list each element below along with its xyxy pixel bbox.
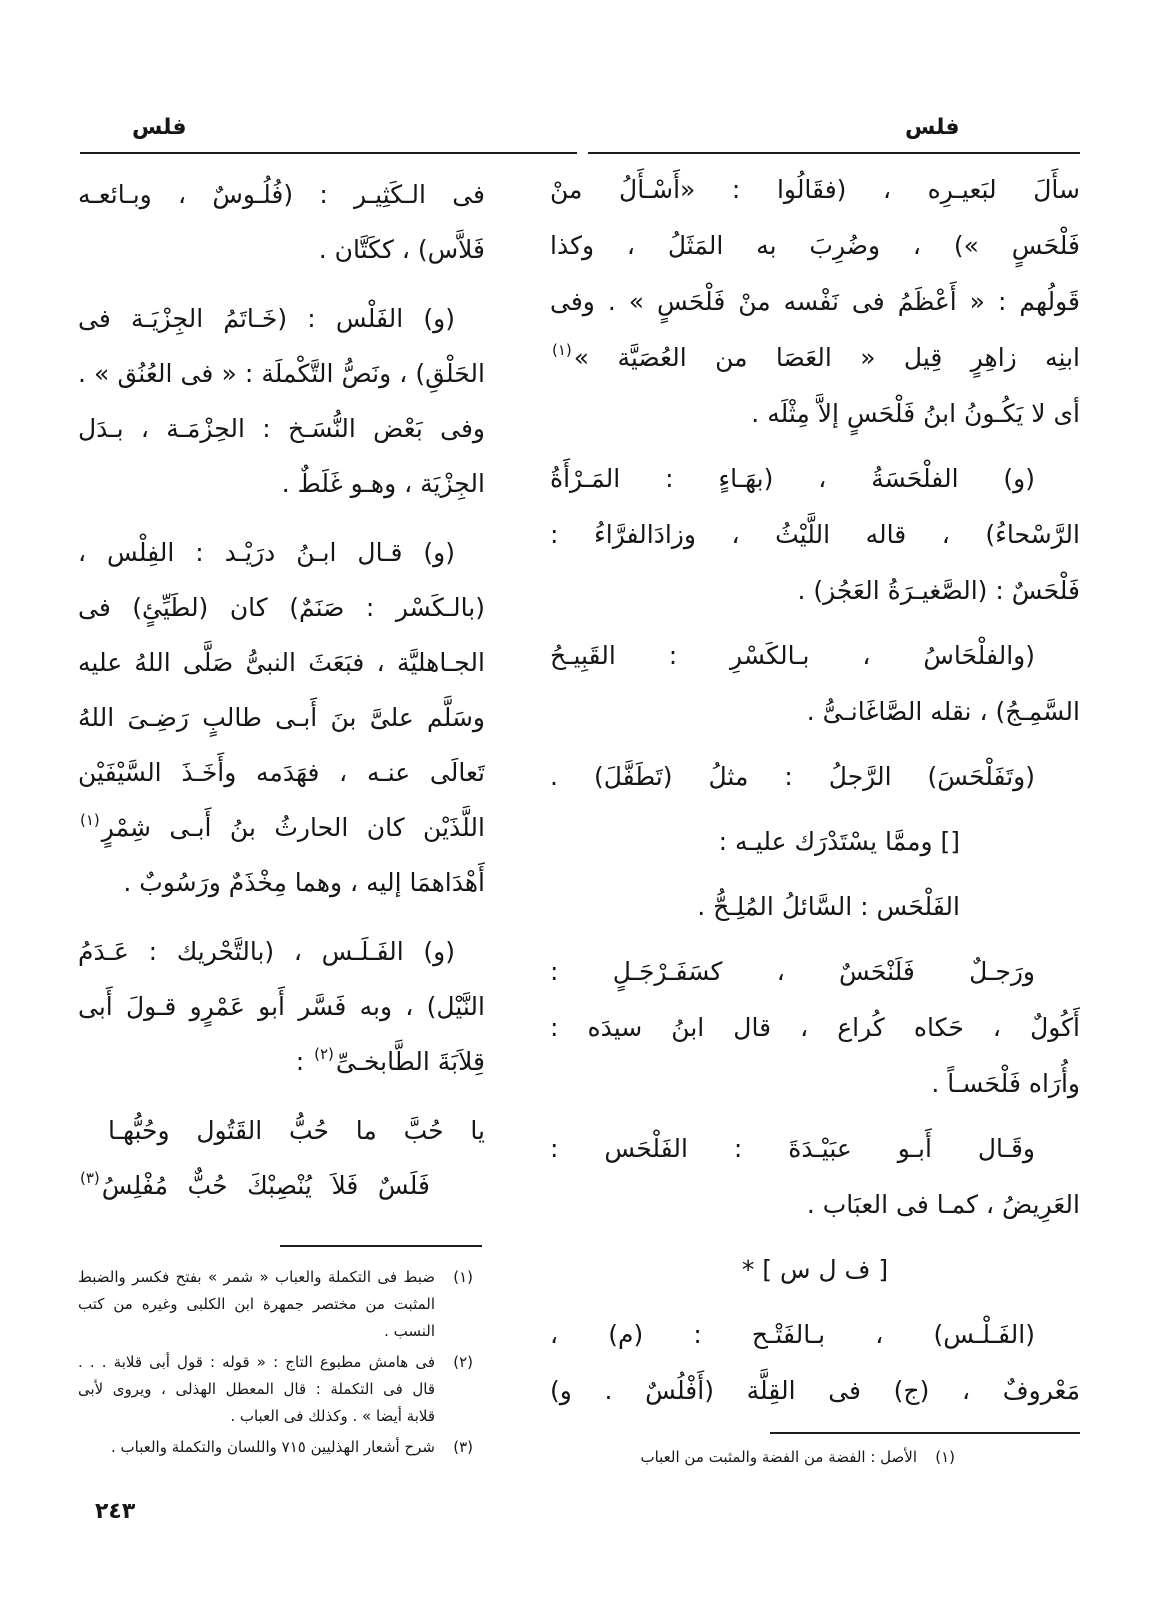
text-line: وفى بَعْض النُّسَـخ : الحِزْمَـة ، بـدَل <box>78 414 485 443</box>
text-line: الفَلْحَس : السَّائلُ المُلِـحُّ . <box>697 892 960 921</box>
footnote-line: الأصل : الفضة من الفضة والمثبت من العباب <box>640 1448 917 1466</box>
text-line: أَهْدَاهمَا إليه ، وهما مِخْذَمٌ ورَسُوبٌ . <box>123 868 485 897</box>
text-line: فَلْحَسٌ : (الصَّغيـرَةُ العَجُز) . <box>797 576 1080 605</box>
text-run: اللَّذَيْن كان الحارثُ بنُ أَبـى شِمْرٍ <box>101 813 485 842</box>
footnote-text <box>78 1349 435 1430</box>
text-line: (والفلْحَاسُ ، بـالكَسْرِ : القَبِيـحُ <box>550 641 1035 670</box>
text-run: ابنِه زاهِرٍ قِيل « العَصَا من العُصَيَّة » <box>573 343 1080 372</box>
footnote-number: (٢) <box>453 1353 473 1371</box>
text-run: فَلَسٌ فَلاَ يُنْصِبْكَ حُبٌّ مُفْلِسُ <box>101 1171 430 1200</box>
footnote-text <box>78 1434 435 1461</box>
footnote-number: (١) <box>453 1268 473 1286</box>
header-rule-left <box>80 152 577 154</box>
footnote-line: النسب . <box>384 1322 435 1340</box>
text-line: الرَّسْحاءُ) ، قاله اللَّيْثُ ، وزادَالفرَّاءُ : <box>550 520 1080 549</box>
verse-line: يا حُبَّ ما حُبُّ القَتُول وحُبُّهـا <box>108 1116 485 1145</box>
text-line <box>78 800 485 855</box>
text-line: الجِزْيَة ، وهـو غَلَطٌ . <box>281 469 485 498</box>
footnote-marker: (١) <box>80 811 100 829</box>
footnote-rule-left <box>280 1245 482 1247</box>
text-line: وسَلَّم علىَّ بنَ أَبـى طالبٍ رَضِـىَ اللهُ <box>78 703 485 732</box>
entry-heading: [ ف ل س ] * <box>741 1255 889 1284</box>
running-head-left: فلس <box>132 115 187 140</box>
footnote-text <box>78 1264 435 1345</box>
left-column <box>78 167 485 1213</box>
text-run: قِلاَبَةَ الطَّابخـىِّ <box>335 1047 485 1076</box>
text-line: الجـاهليَّة ، فبَعَثَ النبىُّ صَلَّى اللهُ عليه <box>78 648 485 677</box>
footnote-line: قال فى التكملة : قال المعطل الهذلى ، ويروى لأبى <box>78 1380 435 1398</box>
text-line: العَرِيضُ ، كمـا فى العبَاب . <box>806 1190 1080 1219</box>
footnote-marker: (١) <box>552 341 572 359</box>
footnote-line: المثبت من مختصر جمهرة ابن الكلبى وغيره من كتب <box>78 1295 435 1313</box>
footnote-marker: (٣) <box>80 1169 100 1187</box>
footnote <box>78 1264 473 1345</box>
text-line: (و) قـال ابـنُ درَيْـد : الفِلْس ، <box>78 538 455 567</box>
text-line <box>550 330 1080 386</box>
text-line: النَّيْل) ، وبه فَسَّر أَبو عَمْرٍو قـولَ أَبى <box>78 992 485 1021</box>
text-line: (وتَفَلْحَسَ) الرَّجلُ : مثلُ (تَطَفَّلَ) . <box>550 762 1035 791</box>
text-line: أَكُولٌ ، حَكاه كُراع ، قال ابنُ سيدَه : <box>550 1013 1080 1042</box>
text-line: أى لا يَكُـونُ ابنُ فَلْحَسٍ إلاَّ مِثْلَه . <box>751 399 1080 428</box>
footnotes-left <box>78 1264 473 1461</box>
text-line: وأُرَاه فَلْحَسـاً . <box>931 1069 1080 1098</box>
page-number: ٢٤٣ <box>95 1499 136 1524</box>
text-line: سأَلَ لبَعيـرِه ، (فقَالُوا : «أَسْـأَلُ منْ <box>550 175 1080 204</box>
footnote-line: فى هامش مطبوع التاج : « قوله : قول أبى قلابة . . . <box>78 1353 435 1371</box>
header-rule-right <box>588 152 1080 154</box>
verse-line <box>78 1158 485 1213</box>
text-line: (بالـكَسْر : صَنَمٌ) كان (لطَيِّئٍ) فى <box>78 593 485 622</box>
right-column <box>550 162 1080 1419</box>
text-line: [] وممَّا يسْتَدْرَك عليـه : <box>718 827 960 856</box>
text-line: السَّمِـجُ) ، نقله الصَّاغَانـىُّ . <box>806 697 1080 726</box>
text-line: مَعْروفٌ ، (ج) فى القِلَّة (أَفْلُسٌ . و) <box>550 1376 1080 1405</box>
text-line: قَولُهم : « أَعْظَمُ فى نَفْسه منْ فَلْحَسٍ » . وفى <box>550 287 1080 316</box>
footnote <box>78 1349 473 1430</box>
text-line: تَعالَى عنـه ، فهَدَمه وأَخَـذَ السَّيْفَيْن <box>78 758 485 787</box>
text-line: فَلْحَسٍ ») ، وضُرِبَ به المَثَلُ ، وكذا <box>550 231 1080 260</box>
text-line <box>78 1034 485 1089</box>
text-line: وقَـال أَبـو عبَيْـدَةَ : الفَلْحَس : <box>550 1134 1035 1163</box>
footnote-line: قلابة أيضا » . وكذلك فى العباب . <box>230 1407 435 1425</box>
text-line: (و) الفَلْس : (خَـاتَمُ الجِزْيَـة فى <box>78 304 455 333</box>
footnote-line: ضبط فى التكملة والعباب « شمر » بفتح فكسر والضبط <box>78 1268 435 1286</box>
footnote <box>78 1434 473 1461</box>
text-run: : <box>295 1047 305 1076</box>
footnote-marker: (٢) <box>314 1045 334 1063</box>
footnotes-right <box>550 1444 1080 1471</box>
text-line: (و) الفَـلَـس ، (بالتَّحْريك : عَـدَمُ <box>78 937 455 966</box>
footnote-number: (٣) <box>453 1438 473 1456</box>
running-head-right: فلس <box>905 115 960 140</box>
text-line: فى الـكَثِيـر : (فُلُـوسٌ ، وبـائعـه <box>78 180 485 209</box>
footnote-text <box>550 1444 917 1471</box>
text-line: الحَلْقِ) ، ونَصُّ التَّكْملَة : « فى العُنُق » . <box>78 359 485 388</box>
footnote-rule-right <box>770 1432 1080 1434</box>
text-line: (و) الفلْحَسَةُ ، (بهَـاءٍ : المَـرْأَةُ <box>550 464 1035 493</box>
text-line: فَلاَّس) ، ككَتَّان . <box>318 235 485 264</box>
footnote <box>550 1444 1080 1471</box>
footnote-number: (١) <box>935 1448 955 1466</box>
footnote-line: شرح أشعار الهذليين ٧١٥ واللسان والتكملة والعباب . <box>110 1438 435 1456</box>
text-line: ورَجـلٌ فَلَنْحَسٌ ، كسَفَـرْجَـلٍ : <box>550 957 1035 986</box>
text-line: (الفَـلْـس) ، بـالفَتْـح : (م) ، <box>550 1320 1035 1349</box>
